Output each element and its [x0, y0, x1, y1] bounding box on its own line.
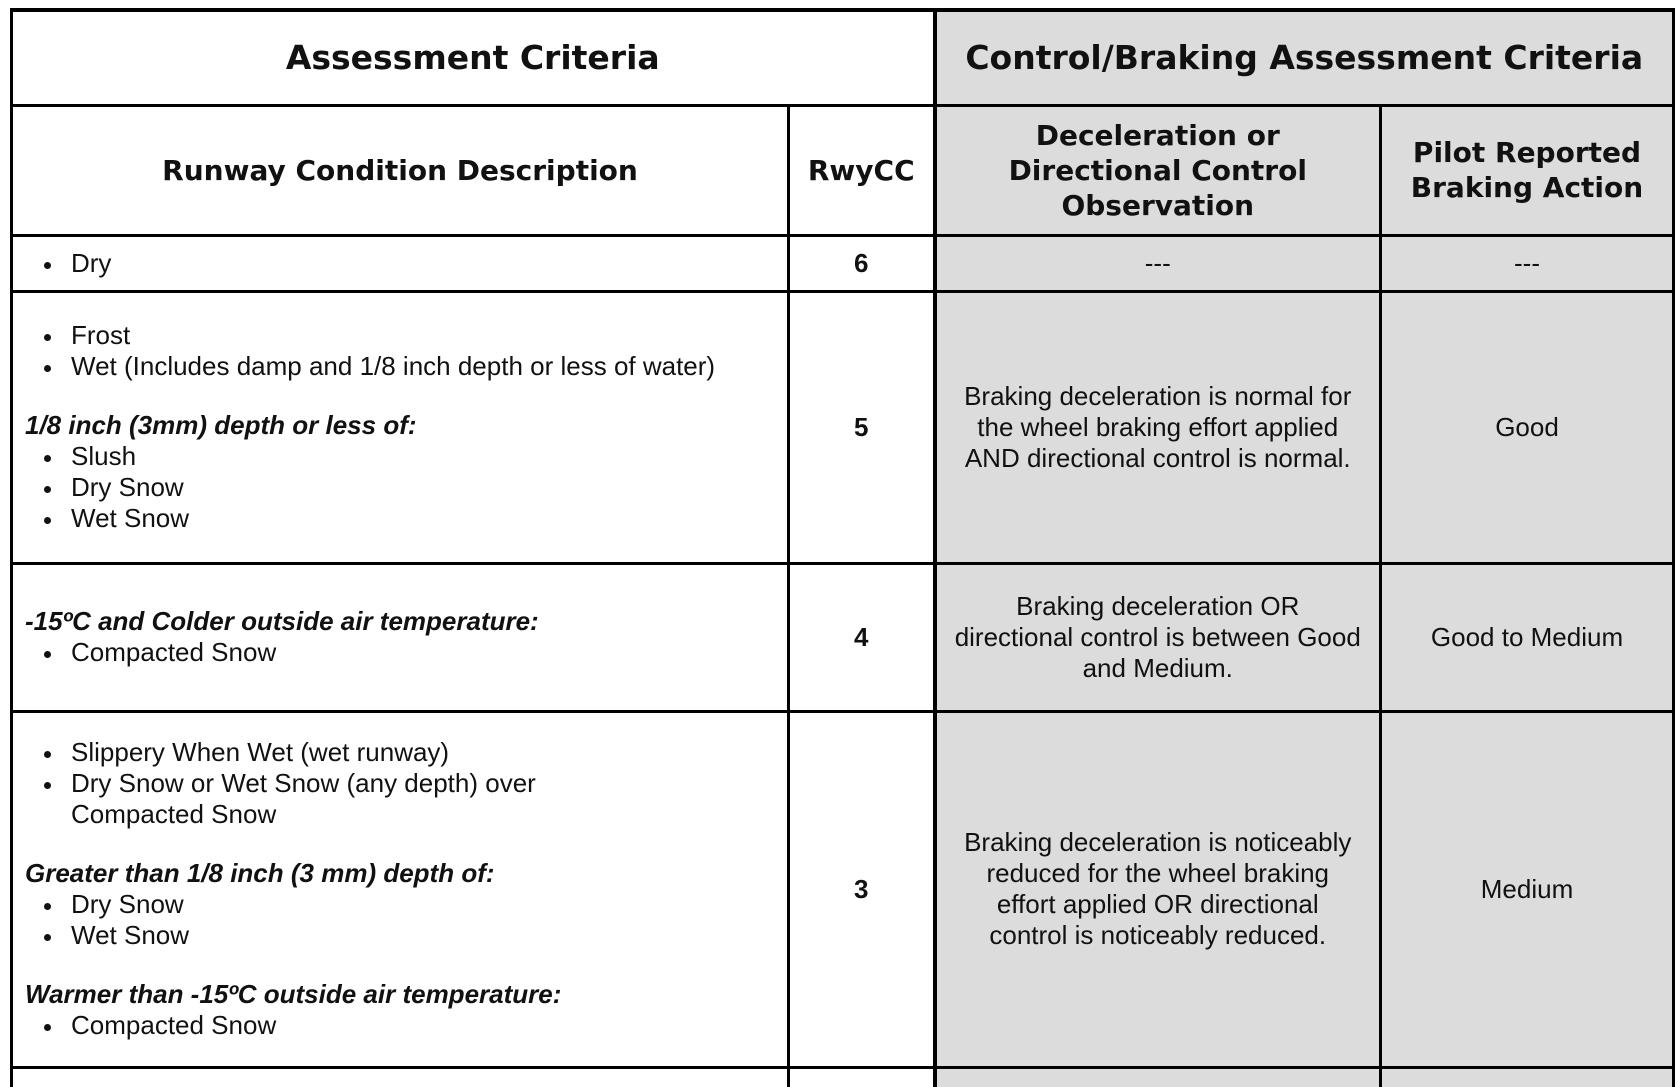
runway-condition-description-header: Runway Condition Description: [12, 105, 789, 235]
braking-action-cell: Good: [1381, 291, 1674, 563]
braking-action-cell: ---: [1381, 235, 1674, 291]
observation-cell: Braking deceleration is noticeably reduced for the wheel braking effort applied OR directional control is noticeably reduced.: [935, 711, 1381, 1067]
rwycc-value: 3: [789, 711, 935, 1067]
observation-cell: Braking deceleration OR directional control is between Good and Medium.: [935, 563, 1381, 711]
condition-heading: Warmer than -15ºC outside air temperature:: [25, 979, 562, 1009]
table-row-cut-off: [12, 1067, 1674, 1087]
assessment-criteria-header: Assessment Criteria: [12, 10, 935, 105]
braking-action-cell: Medium: [1381, 711, 1674, 1067]
list-item: Dry Snow: [13, 472, 787, 503]
control-braking-header: Control/Braking Assessment Criteria: [935, 10, 1674, 105]
rwycc-value: 6: [789, 235, 935, 291]
list-item: Wet Snow: [13, 920, 787, 951]
description-cell: [12, 563, 789, 711]
list-item: Compacted Snow: [13, 1010, 787, 1041]
rwycc-value: 4: [789, 563, 935, 711]
condition-heading: 1/8 inch (3mm) depth or less of:: [25, 410, 417, 440]
observation-cell: ---: [935, 235, 1381, 291]
description-cell: [12, 291, 789, 563]
braking-action-cell: Good to Medium: [1381, 563, 1674, 711]
runway-condition-table: [10, 8, 1675, 1087]
list-item: Wet Snow: [13, 503, 787, 534]
table-row: [12, 711, 1674, 1067]
table-row: [12, 291, 1674, 563]
description-cell: [12, 235, 789, 291]
deceleration-observation-header: Deceleration or Directional Control Observation: [935, 105, 1381, 235]
rwycc-header: RwyCC: [789, 105, 935, 235]
description-cell: [12, 711, 789, 1067]
list-item: Frost: [13, 320, 787, 351]
rwycc-value: 5: [789, 291, 935, 563]
list-item: Dry Snow: [13, 889, 787, 920]
observation-cell: Braking deceleration is normal for the wheel braking effort applied AND directional control is normal.: [935, 291, 1381, 563]
list-item: Compacted Snow: [13, 637, 787, 668]
list-item: Dry Snow or Wet Snow (any depth) over Compacted Snow: [13, 768, 787, 830]
list-item: Slippery When Wet (wet runway): [13, 737, 787, 768]
pilot-braking-action-header: Pilot Reported Braking Action: [1381, 105, 1674, 235]
table-row: [12, 563, 1674, 711]
condition-heading: Greater than 1/8 inch (3 mm) depth of:: [25, 858, 495, 888]
list-item: Slush: [13, 441, 787, 472]
list-item: Wet (Includes damp and 1/8 inch depth or less of water): [13, 351, 787, 382]
condition-heading: -15ºC and Colder outside air temperature:: [25, 606, 539, 636]
list-item: Dry: [13, 248, 787, 279]
table-row: [12, 235, 1674, 291]
